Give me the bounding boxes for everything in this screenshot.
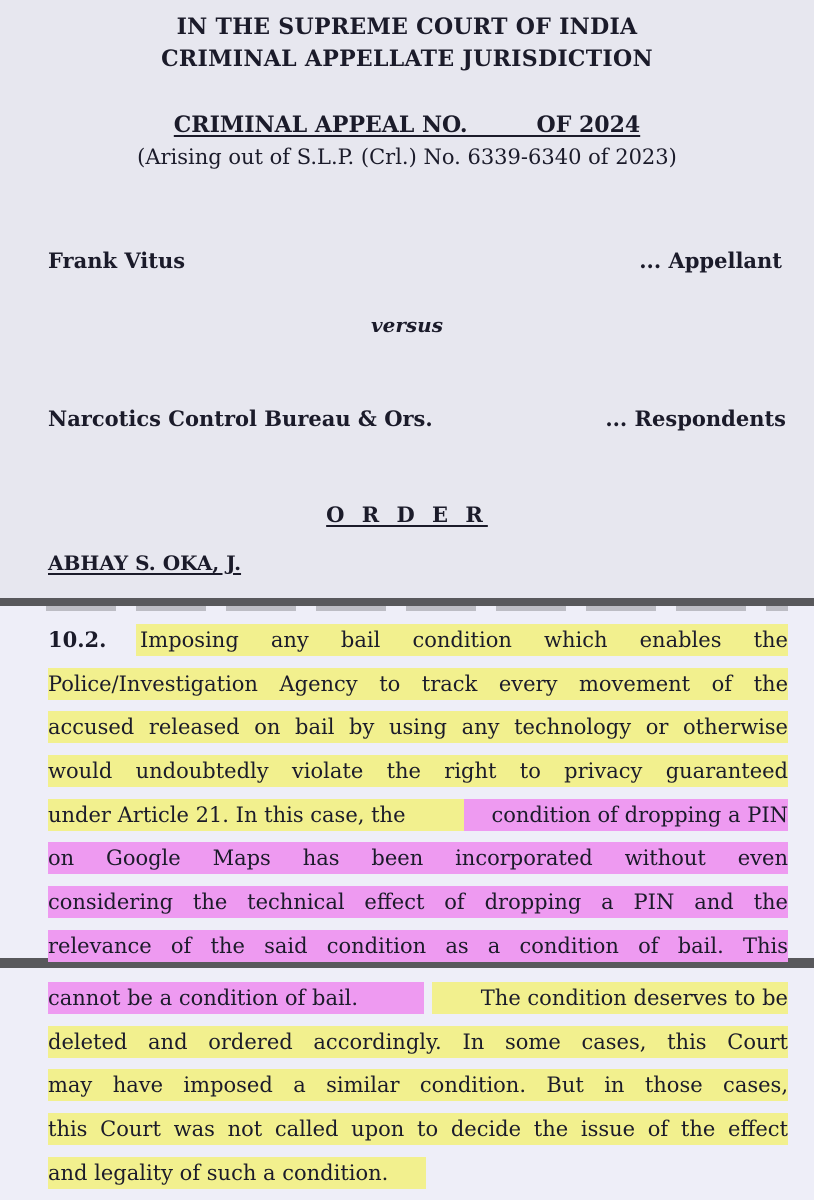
appellant-role: ... Appellant [639,248,782,273]
paragraph-line: may have imposed a similar condition. But in those cases, [48,1073,788,1097]
appeal-number: CRIMINAL APPEAL NO. OF 2024 [173,112,641,138]
paragraph-line: and legality of such a condition. [48,1161,389,1185]
paragraph-line: condition of dropping a PIN [491,803,788,827]
respondent-name: Narcotics Control Bureau & Ors. [48,406,433,431]
paragraph-line: deleted and ordered accordingly. In some cases, this Court [48,1030,788,1054]
paragraph-line: relevance of the said condition as a condition of bail. This [48,934,788,958]
paragraph-line: accused released on bail by using any technology or otherwise [48,715,788,739]
paragraph-line: considering the technical effect of dropping a PIN and the [48,890,788,914]
respondent-role: ... Respondents [605,406,786,431]
paragraph-line: this Court was not called upon to decide the issue of the effect [48,1117,788,1141]
paragraph-number: 10.2. [48,627,107,652]
paragraph-line: cannot be a condition of bail. [48,986,359,1010]
judge-name: ABHAY S. OKA, J. [48,551,242,575]
section-divider [0,598,814,606]
appellant-name: Frank Vitus [48,248,186,273]
paragraph-line: would undoubtedly violate the right to privacy guaranteed [48,759,788,783]
order-title: O R D E R [326,502,488,527]
court-name: IN THE SUPREME COURT OF INDIA [176,14,638,40]
versus-label: versus [371,313,443,337]
paragraph-line: Imposing any bail condition which enables the [140,628,788,652]
paragraph-line: The condition deserves to be [480,986,788,1010]
arising-line: (Arising out of S.L.P. (Crl.) No. 6339-6340 of 2023) [137,145,677,169]
cropped-text-remnant [46,606,788,611]
paragraph-line: Police/Investigation Agency to track every movement of the [48,672,788,696]
paragraph-line: under Article 21. In this case, the [48,803,406,827]
paragraph-line: on Google Maps has been incorporated without even [48,846,788,870]
jurisdiction-title: CRIMINAL APPELLATE JURISDICTION [161,46,653,72]
